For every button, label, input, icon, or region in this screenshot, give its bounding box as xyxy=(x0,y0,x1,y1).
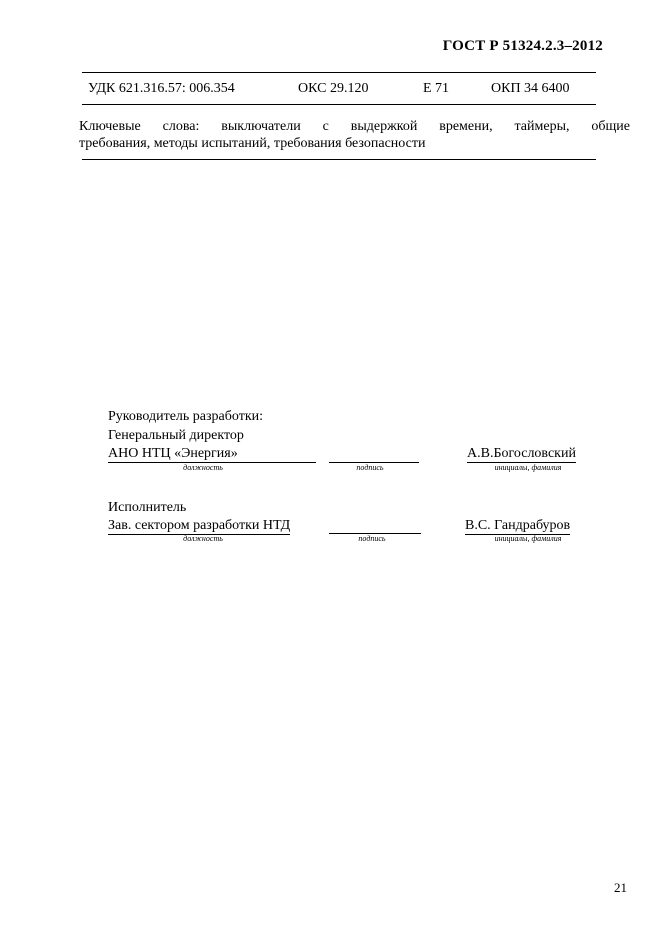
executor-position-caption: должность xyxy=(183,534,223,543)
head-title: Генеральный директор xyxy=(108,428,244,443)
page-number: 21 xyxy=(614,880,627,895)
udk-code: УДК 621.316.57: 006.354 xyxy=(88,81,235,96)
okp-code: ОКП 34 6400 xyxy=(491,81,570,96)
document-code: ГОСТ Р 51324.2.3–2012 xyxy=(442,38,603,54)
executor-name: В.С. Гандрабуров xyxy=(465,518,571,533)
e-code: Е 71 xyxy=(423,81,450,96)
keywords-block xyxy=(79,118,630,152)
keywords-line-1: Ключевые слова: выключатели с выдержкой времени, таймеры, общие xyxy=(79,119,630,134)
head-signature-caption: подпись xyxy=(356,463,384,472)
head-name-caption: инициалы, фамилия xyxy=(494,463,562,472)
head-name: А.В.Богословский xyxy=(467,446,576,461)
executor-position: Зав. сектором разработки НТД xyxy=(108,518,291,533)
classification-rule xyxy=(82,104,596,105)
oks-code: ОКС 29.120 xyxy=(298,81,369,96)
head-position-caption: должность xyxy=(183,463,223,472)
executor-signature-caption: подпись xyxy=(358,534,386,543)
header-rule xyxy=(82,72,596,73)
executor-role-label: Исполнитель xyxy=(108,500,187,515)
executor-name-caption: инициалы, фамилия xyxy=(494,534,562,543)
head-organization: АНО НТЦ «Энергия» xyxy=(108,446,316,463)
keywords-line-2: требования, методы испытаний, требования безопасности xyxy=(79,136,426,151)
keywords-rule xyxy=(82,159,596,160)
head-role-label: Руководитель разработки: xyxy=(108,409,264,424)
